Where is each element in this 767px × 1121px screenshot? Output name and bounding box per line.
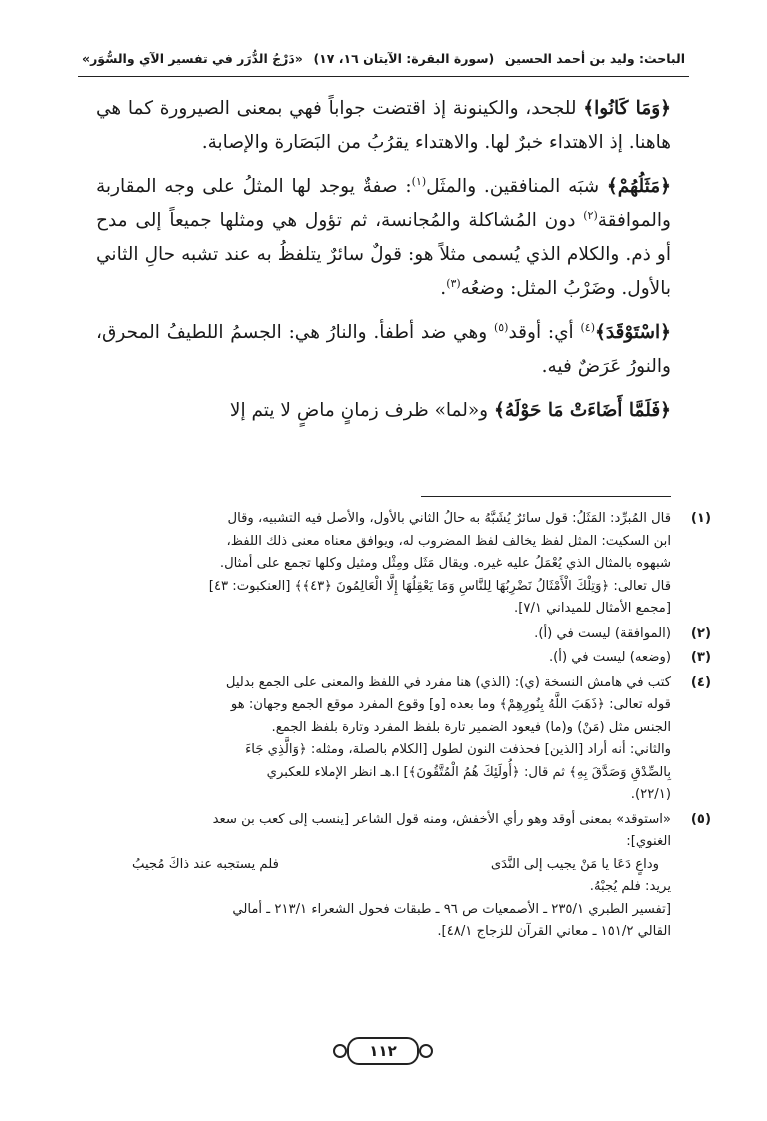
footnote-ref-5[interactable]: (٥) [493, 320, 509, 334]
footnote-line: شبهوه بالمثال الذي يُعْمَلُ عليه غيره. ويقال مَثَل ومِثْل ومثيل وكلها تجمع على أمثال. [219, 556, 671, 571]
footnote-ref-3[interactable]: (٣) [446, 276, 461, 290]
footnote-body [96, 647, 671, 670]
paragraph-text: . [440, 278, 447, 299]
footnote-line: «استوقد» بمعنى أوقد وهو رأي الأخفش، ومنه قول الشاعر [ينسب إلى كعب بن سعد [212, 811, 671, 827]
paragraph-mathaluhum [96, 170, 671, 306]
header-book-title: «دَرْجُ الدُّرَر في تفسير الآي والسُّوَر» [82, 50, 303, 66]
quran-quote: ﴿وَمَا كَانُوا﴾ [583, 98, 672, 119]
footnote-line: قال المُبرِّد: المَثَلُ: قول سائرٌ يُشَبَّهُ به حالُ الثاني بالأول، والأصل فيه التشبيه، وقال [227, 511, 671, 526]
footnote-line: (وضعه) ليست في (أ). [548, 650, 671, 665]
paragraph-falamma [96, 394, 671, 428]
footnote-divider [421, 496, 671, 497]
header-divider [78, 76, 689, 77]
footnote-body [96, 508, 671, 621]
paragraph-istawqada [96, 316, 671, 384]
quran-quote: ﴿مَثَلُهُمْ﴾ [606, 176, 671, 197]
footnote-ref-2[interactable]: (٢) [583, 208, 598, 222]
footnote-number: (٥) [690, 811, 711, 827]
footnote-line: (الموافقة) ليست في (أ). [534, 625, 671, 641]
paragraph-text: دون المُشاكلة والمُجانسة، ثم تؤول هي ومثلها جميعاً إلى مدح أو ذم. والكلام الذي يُسمى مثلاً هو: قولٌ سائرٌ يتلفظُ به عند تشبه حالِ الثاني بالأول. وضَرْبُ المثل: وضعُه [96, 210, 671, 299]
footnote-number: (١) [690, 511, 711, 526]
page-number: ١١٢ [347, 1037, 419, 1065]
footnote-2 [96, 623, 711, 646]
quran-quote: ﴿اسْتَوْقَدَ﴾ [594, 322, 671, 343]
footnote-line: الغنوي]: [626, 834, 671, 849]
poem-first-hemistich: وداعٍ دَعَا يا مَنْ يجيب إلى النَّدَى [490, 856, 659, 872]
footnote-5 [96, 809, 711, 944]
running-header [82, 44, 685, 72]
footnote-number: (٢) [690, 625, 711, 641]
header-author: الباحث: وليد بن أحمد الحسين [504, 50, 685, 66]
footnote-ref-4[interactable]: (٤) [580, 320, 595, 334]
paragraph-wama-kanu [96, 92, 671, 160]
footnote-line: والثاني: أنه أراد [الذين] فحذفت النون لطول [الكلام بالصلة، ومثله: ﴿وَالَّذِي جَاءَ [245, 742, 671, 757]
footnote-ref-1[interactable]: (١) [411, 174, 427, 188]
paragraph-text: أي: أوقد [508, 322, 581, 343]
footnote-line: بِالصِّدْقِ وَصَدَّقَ بِهِ﴾ ثم قال: ﴿أُولَئِكَ هُمُ الْمُتَّقُونَ﴾] ا.هـ انظر الإملاء للعكبري [266, 764, 671, 780]
footnote-body [96, 623, 671, 646]
paragraph-text: و«لما» ظرف زمانٍ ماضٍ لا يتم إلا [229, 400, 494, 421]
paragraph-text: : صفةٌ يوجد لها المثلُ على وجه المقاربة والموافقة [96, 176, 671, 231]
footnote-line: يريد: فلم يُجبْهُ. [589, 879, 671, 894]
footnote-line: الجنس مثل (مَنْ) و(ما) فيعود الضمير تارة بلفظ المفرد وتارة بلفظ الجمع. [271, 719, 671, 735]
footnote-3 [96, 647, 711, 670]
footnote-1 [96, 508, 711, 621]
main-text [96, 92, 671, 438]
footnotes [96, 508, 711, 946]
footnote-number: (٣) [690, 650, 711, 665]
footnote-line: قوله تعالى: ﴿ذَهَبَ اللَّهُ بِنُورِهِمْ﴾ وما بعده [و] وقوع المفرد موقع الجمع وجهان: هو [230, 697, 671, 712]
poem-second-hemistich: فلم يستجبه عند ذاكَ مُجيبُ [132, 856, 279, 872]
footnote-4 [96, 672, 711, 807]
footnote-body [96, 809, 671, 944]
footnote-line: قال تعالى: ﴿وَتِلْكَ الْأَمْثَالُ نَضْرِبُهَا لِلنَّاسِ وَمَا يَعْقِلُهَا إِلَّا الْعَالِمُونَ ﴿٤٣﴾﴾ [العنكبوت: ٤٣] [208, 578, 671, 594]
paragraph-text: وهي ضد أطفأ. والنارُ هي: الجسمُ اللطيفُ المحرق، والنورُ عَرَضٌ فيه. [96, 322, 671, 377]
footnote-line: (٢٢/١). [630, 787, 671, 802]
footnote-line: كتب في هامش النسخة (ي): (الذي) هنا مفرد في اللفظ والمعنى على الجمع بدليل [225, 674, 671, 690]
header-verses: (سورة البقرة: الآيتان ١٦، ١٧) [313, 50, 495, 66]
footnote-line: القالي ١٥١/٢ ـ معاني القرآن للزجاج ٤٨/١]. [437, 924, 671, 939]
footnote-line: ابن السكيت: المثل لفظ يخالف لفظ المضروب له، ويوافق معناه معنى ذلك اللفظ، [226, 533, 671, 549]
footnote-number: (٤) [690, 674, 711, 690]
footnote-line: [مجمع الأمثال للميداني ٧/١]. [514, 601, 671, 616]
poem-verse [96, 854, 671, 877]
paragraph-text: للجحد، والكينونة إذ اقتضت جواباً فهي بمعنى الصيرورة كما هي هاهنا. إذ الاهتداء خبرٌ لها. والاهتداء يقرُبُ من البَصَارة والإصابة. [96, 98, 671, 153]
paragraph-text: شبَه المنافقين. والمثَل [426, 176, 607, 197]
footnote-body [96, 672, 671, 807]
footnote-line: [تفسير الطبري ٢٣٥/١ ـ الأصمعيات ص ٩٦ ـ طبقات فحول الشعراء ٢١٣/١ ـ أمالي [232, 901, 671, 917]
quran-quote: ﴿فَلَمَّا أَضَاءَتْ مَا حَوْلَهُ﴾ [494, 400, 671, 421]
